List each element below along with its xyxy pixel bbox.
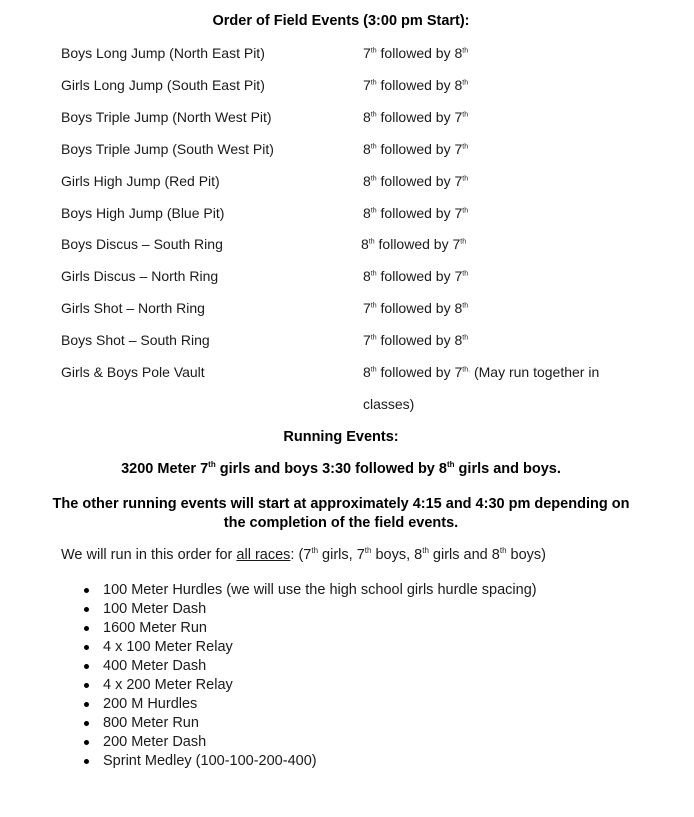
field-event-name: Girls Long Jump (South East Pit) bbox=[61, 77, 265, 93]
order-second-suffix: th bbox=[462, 79, 469, 87]
race-name: Sprint Medley (100-100-200-400) bbox=[103, 753, 317, 769]
field-event-row bbox=[61, 332, 661, 352]
order-p1: We will run in this order for bbox=[61, 547, 237, 563]
field-event-name: Girls High Jump (Red Pit) bbox=[61, 173, 220, 189]
order-p3: : (7 bbox=[290, 547, 312, 563]
field-event-order bbox=[363, 77, 468, 93]
field-event-row bbox=[61, 205, 661, 225]
bullet-icon bbox=[84, 588, 89, 593]
field-events-title: Order of Field Events (3:00 pm Start): bbox=[212, 13, 470, 29]
bullet-icon bbox=[84, 721, 89, 726]
order-s4: th bbox=[499, 546, 507, 556]
race-list-item bbox=[80, 581, 537, 600]
order-second-grade: 7 bbox=[454, 173, 463, 189]
order-first-suffix: th bbox=[370, 111, 377, 119]
order-first-grade: 8 bbox=[363, 268, 371, 284]
order-all-races: all races bbox=[236, 547, 291, 563]
order-second-suffix: th bbox=[462, 47, 469, 55]
field-event-name: Girls & Boys Pole Vault bbox=[61, 364, 205, 380]
order-first-suffix: th bbox=[370, 334, 377, 342]
field-event-order bbox=[363, 268, 468, 284]
race-list-item bbox=[80, 638, 537, 657]
pole-vault-continuation: classes) bbox=[363, 396, 415, 412]
race-list-item bbox=[80, 714, 537, 733]
order-first-grade: 7 bbox=[363, 300, 371, 316]
field-event-order bbox=[363, 173, 468, 189]
field-event-order bbox=[363, 300, 468, 316]
race-name: 200 Meter Dash bbox=[103, 734, 207, 750]
order-second-suffix: th bbox=[462, 334, 469, 342]
3200-part-b: girls and boys 3:30 followed by 8 bbox=[215, 461, 447, 477]
order-s2: th bbox=[364, 546, 372, 556]
order-followed-by: followed by bbox=[376, 300, 455, 316]
bullet-icon bbox=[84, 607, 89, 612]
order-second-grade: 7 bbox=[454, 109, 463, 125]
order-first-grade: 8 bbox=[363, 109, 371, 125]
order-second-grade: 8 bbox=[454, 45, 463, 61]
order-s1: th bbox=[311, 546, 319, 556]
race-list bbox=[80, 581, 537, 771]
order-followed-by: followed by bbox=[376, 77, 455, 93]
field-event-order bbox=[361, 236, 466, 252]
race-list-item bbox=[80, 733, 537, 752]
race-name: 800 Meter Run bbox=[103, 715, 199, 731]
race-order-line bbox=[61, 547, 546, 563]
order-second-suffix: th bbox=[462, 270, 469, 278]
bullet-icon bbox=[84, 740, 89, 745]
order-followed-by: followed by bbox=[376, 141, 455, 157]
race-name: 1600 Meter Run bbox=[103, 620, 207, 636]
order-second-grade: 7 bbox=[454, 268, 463, 284]
field-event-row bbox=[61, 173, 661, 193]
order-second-grade: 7 bbox=[452, 236, 461, 252]
field-event-order bbox=[363, 45, 468, 61]
running-events-title: Running Events: bbox=[283, 429, 399, 445]
order-first-suffix: th bbox=[370, 79, 377, 87]
order-second-suffix: th bbox=[462, 302, 469, 310]
field-event-name: Boys Triple Jump (South West Pit) bbox=[61, 141, 274, 157]
field-event-order bbox=[363, 332, 468, 348]
field-event-name: Boys Long Jump (North East Pit) bbox=[61, 45, 265, 61]
order-p6: girls and 8 bbox=[428, 547, 500, 563]
field-event-row bbox=[61, 77, 661, 97]
order-second-suffix: th bbox=[462, 207, 469, 215]
order-followed-by: followed by bbox=[376, 173, 455, 189]
order-followed-by: followed by bbox=[376, 364, 455, 380]
race-list-item bbox=[80, 695, 537, 714]
bullet-icon bbox=[84, 702, 89, 707]
race-list-item bbox=[80, 676, 537, 695]
order-first-grade: 7 bbox=[363, 45, 371, 61]
order-second-suffix: th bbox=[462, 143, 469, 151]
field-event-row bbox=[61, 45, 661, 65]
order-first-suffix: th bbox=[370, 302, 377, 310]
field-event-name: Boys Triple Jump (North West Pit) bbox=[61, 109, 272, 125]
order-first-grade: 7 bbox=[363, 77, 371, 93]
order-followed-by: followed by bbox=[376, 268, 455, 284]
order-first-grade: 8 bbox=[363, 364, 371, 380]
field-event-row bbox=[61, 109, 661, 129]
field-event-order bbox=[363, 205, 468, 221]
order-second-suffix: th bbox=[462, 175, 469, 183]
order-second-suffix: th. bbox=[462, 366, 471, 374]
order-followed-by: followed by bbox=[376, 45, 455, 61]
order-second-grade: 7 bbox=[454, 141, 463, 157]
race-name: 100 Meter Dash bbox=[103, 601, 207, 617]
order-second-suffix: th bbox=[462, 111, 469, 119]
order-first-suffix: th bbox=[370, 143, 377, 151]
field-event-row bbox=[61, 236, 661, 256]
race-list-item bbox=[80, 752, 537, 771]
order-p4: girls, 7 bbox=[318, 547, 365, 563]
order-second-suffix: th bbox=[460, 238, 467, 246]
order-first-grade: 8 bbox=[363, 173, 371, 189]
other-running-events-note: The other running events will start at approximately 4:15 and 4:30 pm depending on the completion of the field events. bbox=[52, 496, 630, 531]
order-s3: th bbox=[422, 546, 429, 556]
field-event-order bbox=[363, 364, 599, 380]
field-event-row bbox=[61, 268, 661, 288]
race-name: 200 M Hurdles bbox=[103, 696, 198, 712]
order-first-grade: 8 bbox=[361, 236, 369, 252]
order-followed-by: followed by bbox=[376, 332, 455, 348]
field-event-row bbox=[61, 364, 661, 384]
race-name: 4 x 100 Meter Relay bbox=[103, 639, 233, 655]
field-event-name: Boys Discus – South Ring bbox=[61, 236, 223, 252]
race-name: 400 Meter Dash bbox=[103, 658, 207, 674]
field-event-name: Girls Discus – North Ring bbox=[61, 268, 219, 284]
race-list-item bbox=[80, 619, 537, 638]
3200-meter-line bbox=[0, 461, 682, 477]
order-second-grade: 7 bbox=[454, 364, 463, 380]
race-list-item bbox=[80, 600, 537, 619]
field-event-order bbox=[363, 109, 468, 125]
3200-sup-b: th bbox=[446, 460, 455, 470]
order-first-suffix: th bbox=[370, 270, 377, 278]
3200-sup-a: th bbox=[208, 460, 216, 470]
order-followed-by: followed by bbox=[374, 236, 453, 252]
3200-part-a: 3200 Meter 7 bbox=[121, 461, 209, 477]
field-event-row bbox=[61, 300, 661, 320]
race-name: 100 Meter Hurdles (we will use the high school girls hurdle spacing) bbox=[103, 582, 537, 598]
bullet-icon bbox=[84, 759, 89, 764]
bullet-icon bbox=[84, 683, 89, 688]
order-followed-by: followed by bbox=[376, 205, 455, 221]
3200-part-c: girls and boys. bbox=[454, 461, 561, 477]
order-note: (May run together in bbox=[470, 364, 600, 380]
order-p5: boys, 8 bbox=[371, 547, 423, 563]
bullet-icon bbox=[84, 664, 89, 669]
field-event-name: Boys Shot – South Ring bbox=[61, 332, 210, 348]
order-first-suffix: th bbox=[368, 238, 375, 246]
order-followed-by: followed by bbox=[376, 109, 455, 125]
order-second-grade: 7 bbox=[454, 205, 463, 221]
order-first-suffix: th bbox=[370, 207, 377, 215]
order-first-suffix: th bbox=[370, 47, 377, 55]
order-first-grade: 7 bbox=[363, 332, 371, 348]
field-event-name: Boys High Jump (Blue Pit) bbox=[61, 205, 225, 221]
field-event-order bbox=[363, 141, 468, 157]
field-event-name: Girls Shot – North Ring bbox=[61, 300, 205, 316]
order-second-grade: 8 bbox=[454, 77, 463, 93]
order-first-suffix: th bbox=[370, 175, 377, 183]
order-second-grade: 8 bbox=[454, 332, 463, 348]
bullet-icon bbox=[84, 626, 89, 631]
race-name: 4 x 200 Meter Relay bbox=[103, 677, 233, 693]
order-first-grade: 8 bbox=[363, 141, 371, 157]
field-event-row bbox=[61, 141, 661, 161]
race-list-item bbox=[80, 657, 537, 676]
order-first-suffix: th bbox=[370, 366, 377, 374]
bullet-icon bbox=[84, 645, 89, 650]
order-second-grade: 8 bbox=[454, 300, 463, 316]
order-first-grade: 8 bbox=[363, 205, 371, 221]
order-p7: boys) bbox=[506, 547, 547, 563]
